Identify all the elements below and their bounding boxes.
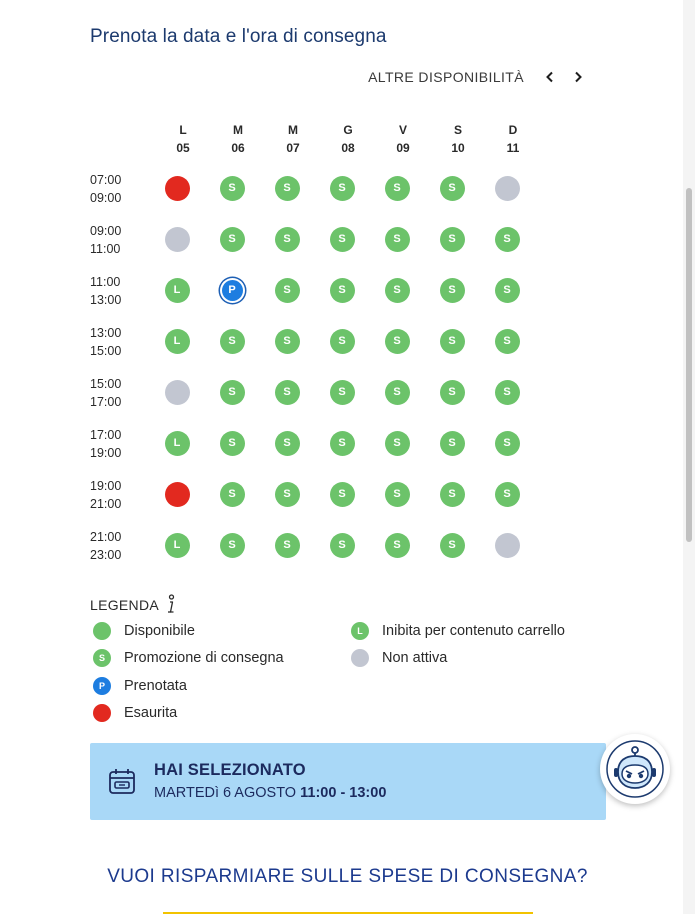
legend-sold-out bbox=[93, 704, 177, 722]
legend-booked-label: Prenotata bbox=[124, 678, 187, 694]
time-start: 17:00 bbox=[90, 428, 122, 442]
day-header bbox=[485, 121, 541, 157]
page-title: Prenota la data e l'ora di consegna bbox=[90, 26, 387, 47]
slot-promo[interactable]: S bbox=[220, 176, 245, 201]
slot-inhibited: L bbox=[165, 329, 190, 354]
slot-promo[interactable]: S bbox=[385, 176, 410, 201]
selected-time: 11:00 - 13:00 bbox=[300, 785, 387, 801]
day-letter: V bbox=[398, 123, 407, 137]
slot-promo[interactable]: S bbox=[275, 329, 300, 354]
time-end: 23:00 bbox=[90, 548, 122, 562]
slot-sold-out bbox=[165, 482, 190, 507]
slot-promo[interactable]: S bbox=[330, 380, 355, 405]
day-date: 11 bbox=[506, 141, 520, 155]
time-range-label bbox=[90, 528, 121, 564]
time-end: 15:00 bbox=[90, 344, 122, 358]
slot-promo[interactable]: S bbox=[440, 431, 465, 456]
calendar-icon bbox=[108, 767, 136, 795]
slot-promo[interactable]: S bbox=[495, 380, 520, 405]
selected-slot-banner bbox=[90, 743, 606, 820]
chevron-right-icon bbox=[572, 71, 584, 83]
prev-week-button[interactable] bbox=[536, 67, 564, 87]
slot-promo[interactable]: S bbox=[330, 329, 355, 354]
other-availability-label: ALTRE DISPONIBILITÀ bbox=[368, 69, 524, 85]
time-start: 09:00 bbox=[90, 224, 122, 238]
slot-sold-out bbox=[165, 176, 190, 201]
slot-promo[interactable]: S bbox=[220, 227, 245, 252]
legend-available-label: Disponibile bbox=[124, 623, 195, 639]
gray-dot-icon bbox=[351, 649, 369, 667]
slot-promo[interactable]: S bbox=[330, 431, 355, 456]
time-range-label bbox=[90, 477, 121, 513]
slot-promo[interactable]: S bbox=[440, 533, 465, 558]
legend-inactive-label: Non attiva bbox=[382, 650, 448, 666]
robot-assistant-icon bbox=[606, 740, 664, 798]
time-start: 07:00 bbox=[90, 173, 122, 187]
day-date: 09 bbox=[396, 141, 410, 155]
slot-promo[interactable]: S bbox=[385, 482, 410, 507]
slot-promo[interactable]: S bbox=[385, 533, 410, 558]
slot-inhibited: L bbox=[165, 431, 190, 456]
slot-promo[interactable]: S bbox=[495, 482, 520, 507]
slot-promo[interactable]: S bbox=[330, 227, 355, 252]
slot-inactive bbox=[165, 227, 190, 252]
slot-promo[interactable]: S bbox=[440, 482, 465, 507]
slot-promo[interactable]: S bbox=[440, 227, 465, 252]
day-letter: L bbox=[179, 123, 187, 137]
slot-promo[interactable]: S bbox=[385, 227, 410, 252]
scrollbar[interactable] bbox=[683, 0, 695, 914]
day-header bbox=[210, 121, 266, 157]
slot-promo[interactable]: S bbox=[495, 278, 520, 303]
availability-nav bbox=[368, 67, 592, 87]
day-letter: G bbox=[343, 123, 353, 137]
slot-promo[interactable]: S bbox=[495, 329, 520, 354]
time-start: 19:00 bbox=[90, 479, 122, 493]
legend-inhibited-label: Inibita per contenuto carrello bbox=[382, 623, 565, 639]
slot-booked[interactable]: P bbox=[222, 280, 243, 301]
info-icon[interactable] bbox=[165, 594, 177, 616]
day-date: 08 bbox=[341, 141, 355, 155]
slot-inactive bbox=[495, 176, 520, 201]
day-header bbox=[320, 121, 376, 157]
slot-promo[interactable]: S bbox=[330, 176, 355, 201]
legend-sold-out-label: Esaurita bbox=[124, 705, 178, 721]
slot-inactive bbox=[495, 533, 520, 558]
time-range-label bbox=[90, 375, 121, 411]
day-header bbox=[155, 121, 211, 157]
legend-booked bbox=[93, 677, 187, 695]
slot-inhibited: L bbox=[165, 533, 190, 558]
red-dot-icon bbox=[93, 704, 111, 722]
time-end: 09:00 bbox=[90, 191, 122, 205]
time-range-label bbox=[90, 426, 121, 462]
slot-promo[interactable]: S bbox=[220, 482, 245, 507]
slot-promo[interactable]: S bbox=[275, 380, 300, 405]
slot-promo[interactable]: S bbox=[220, 380, 245, 405]
savings-heading: VUOI RISPARMIARE SULLE SPESE DI CONSEGNA? bbox=[107, 866, 588, 887]
day-letter: S bbox=[453, 123, 462, 137]
booked-dot-icon: P bbox=[93, 677, 111, 695]
time-end: 13:00 bbox=[90, 293, 122, 307]
day-letter: D bbox=[508, 123, 518, 137]
time-range-label bbox=[90, 273, 121, 309]
slot-promo[interactable]: S bbox=[385, 329, 410, 354]
day-date: 10 bbox=[451, 141, 465, 155]
slot-inhibited: L bbox=[165, 278, 190, 303]
legend-inactive bbox=[351, 649, 447, 667]
slot-promo[interactable]: S bbox=[385, 431, 410, 456]
legend-title bbox=[90, 594, 177, 616]
slot-promo[interactable]: S bbox=[220, 329, 245, 354]
selected-date: MARTEDì 6 AGOSTO bbox=[154, 785, 297, 801]
slot-promo[interactable]: S bbox=[440, 380, 465, 405]
day-header bbox=[430, 121, 486, 157]
slot-promo[interactable]: S bbox=[275, 176, 300, 201]
time-end: 21:00 bbox=[90, 497, 122, 511]
legend-promo-label: Promozione di consegna bbox=[124, 650, 284, 666]
slot-promo[interactable]: S bbox=[330, 278, 355, 303]
legend-promo bbox=[93, 649, 284, 667]
slot-promo[interactable]: S bbox=[495, 431, 520, 456]
time-range-label bbox=[90, 222, 121, 258]
time-start: 15:00 bbox=[90, 377, 122, 391]
slot-promo[interactable]: S bbox=[275, 533, 300, 558]
day-header bbox=[265, 121, 321, 157]
chevron-left-icon bbox=[544, 71, 556, 83]
time-range-label bbox=[90, 171, 121, 207]
legend-label: LEGENDA bbox=[90, 597, 160, 613]
slot-promo[interactable]: S bbox=[220, 431, 245, 456]
slot-promo[interactable]: S bbox=[275, 431, 300, 456]
time-end: 19:00 bbox=[90, 446, 122, 460]
slot-promo[interactable]: S bbox=[275, 482, 300, 507]
slot-promo[interactable]: S bbox=[385, 380, 410, 405]
day-letter: M bbox=[288, 123, 298, 137]
slot-promo[interactable]: S bbox=[330, 533, 355, 558]
time-end: 11:00 bbox=[90, 242, 121, 256]
chatbot-button[interactable] bbox=[600, 734, 670, 804]
slot-inactive bbox=[165, 380, 190, 405]
day-date: 06 bbox=[231, 141, 245, 155]
slot-promo[interactable]: S bbox=[385, 278, 410, 303]
next-week-button[interactable] bbox=[564, 67, 592, 87]
legend-available bbox=[93, 622, 195, 640]
day-date: 05 bbox=[176, 141, 190, 155]
time-range-label bbox=[90, 324, 121, 360]
promo-dot-icon: S bbox=[93, 649, 111, 667]
slot-promo[interactable]: S bbox=[440, 176, 465, 201]
day-header bbox=[375, 121, 431, 157]
time-end: 17:00 bbox=[90, 395, 122, 409]
time-start: 11:00 bbox=[90, 275, 121, 289]
legend-inhibited bbox=[351, 622, 565, 640]
slot-promo[interactable]: S bbox=[275, 278, 300, 303]
slot-promo[interactable]: S bbox=[220, 533, 245, 558]
slot-promo[interactable]: S bbox=[275, 227, 300, 252]
slot-promo[interactable]: S bbox=[495, 227, 520, 252]
day-letter: M bbox=[233, 123, 243, 137]
time-start: 21:00 bbox=[90, 530, 122, 544]
slot-promo[interactable]: S bbox=[330, 482, 355, 507]
selected-title: HAI SELEZIONATO bbox=[154, 761, 306, 779]
scrollbar-thumb[interactable] bbox=[686, 188, 692, 542]
time-start: 13:00 bbox=[90, 326, 122, 340]
inhibited-dot-icon: L bbox=[351, 622, 369, 640]
green-dot-icon bbox=[93, 622, 111, 640]
slot-promo[interactable]: S bbox=[440, 329, 465, 354]
slot-promo[interactable]: S bbox=[440, 278, 465, 303]
selected-detail bbox=[154, 785, 386, 801]
day-date: 07 bbox=[286, 141, 300, 155]
